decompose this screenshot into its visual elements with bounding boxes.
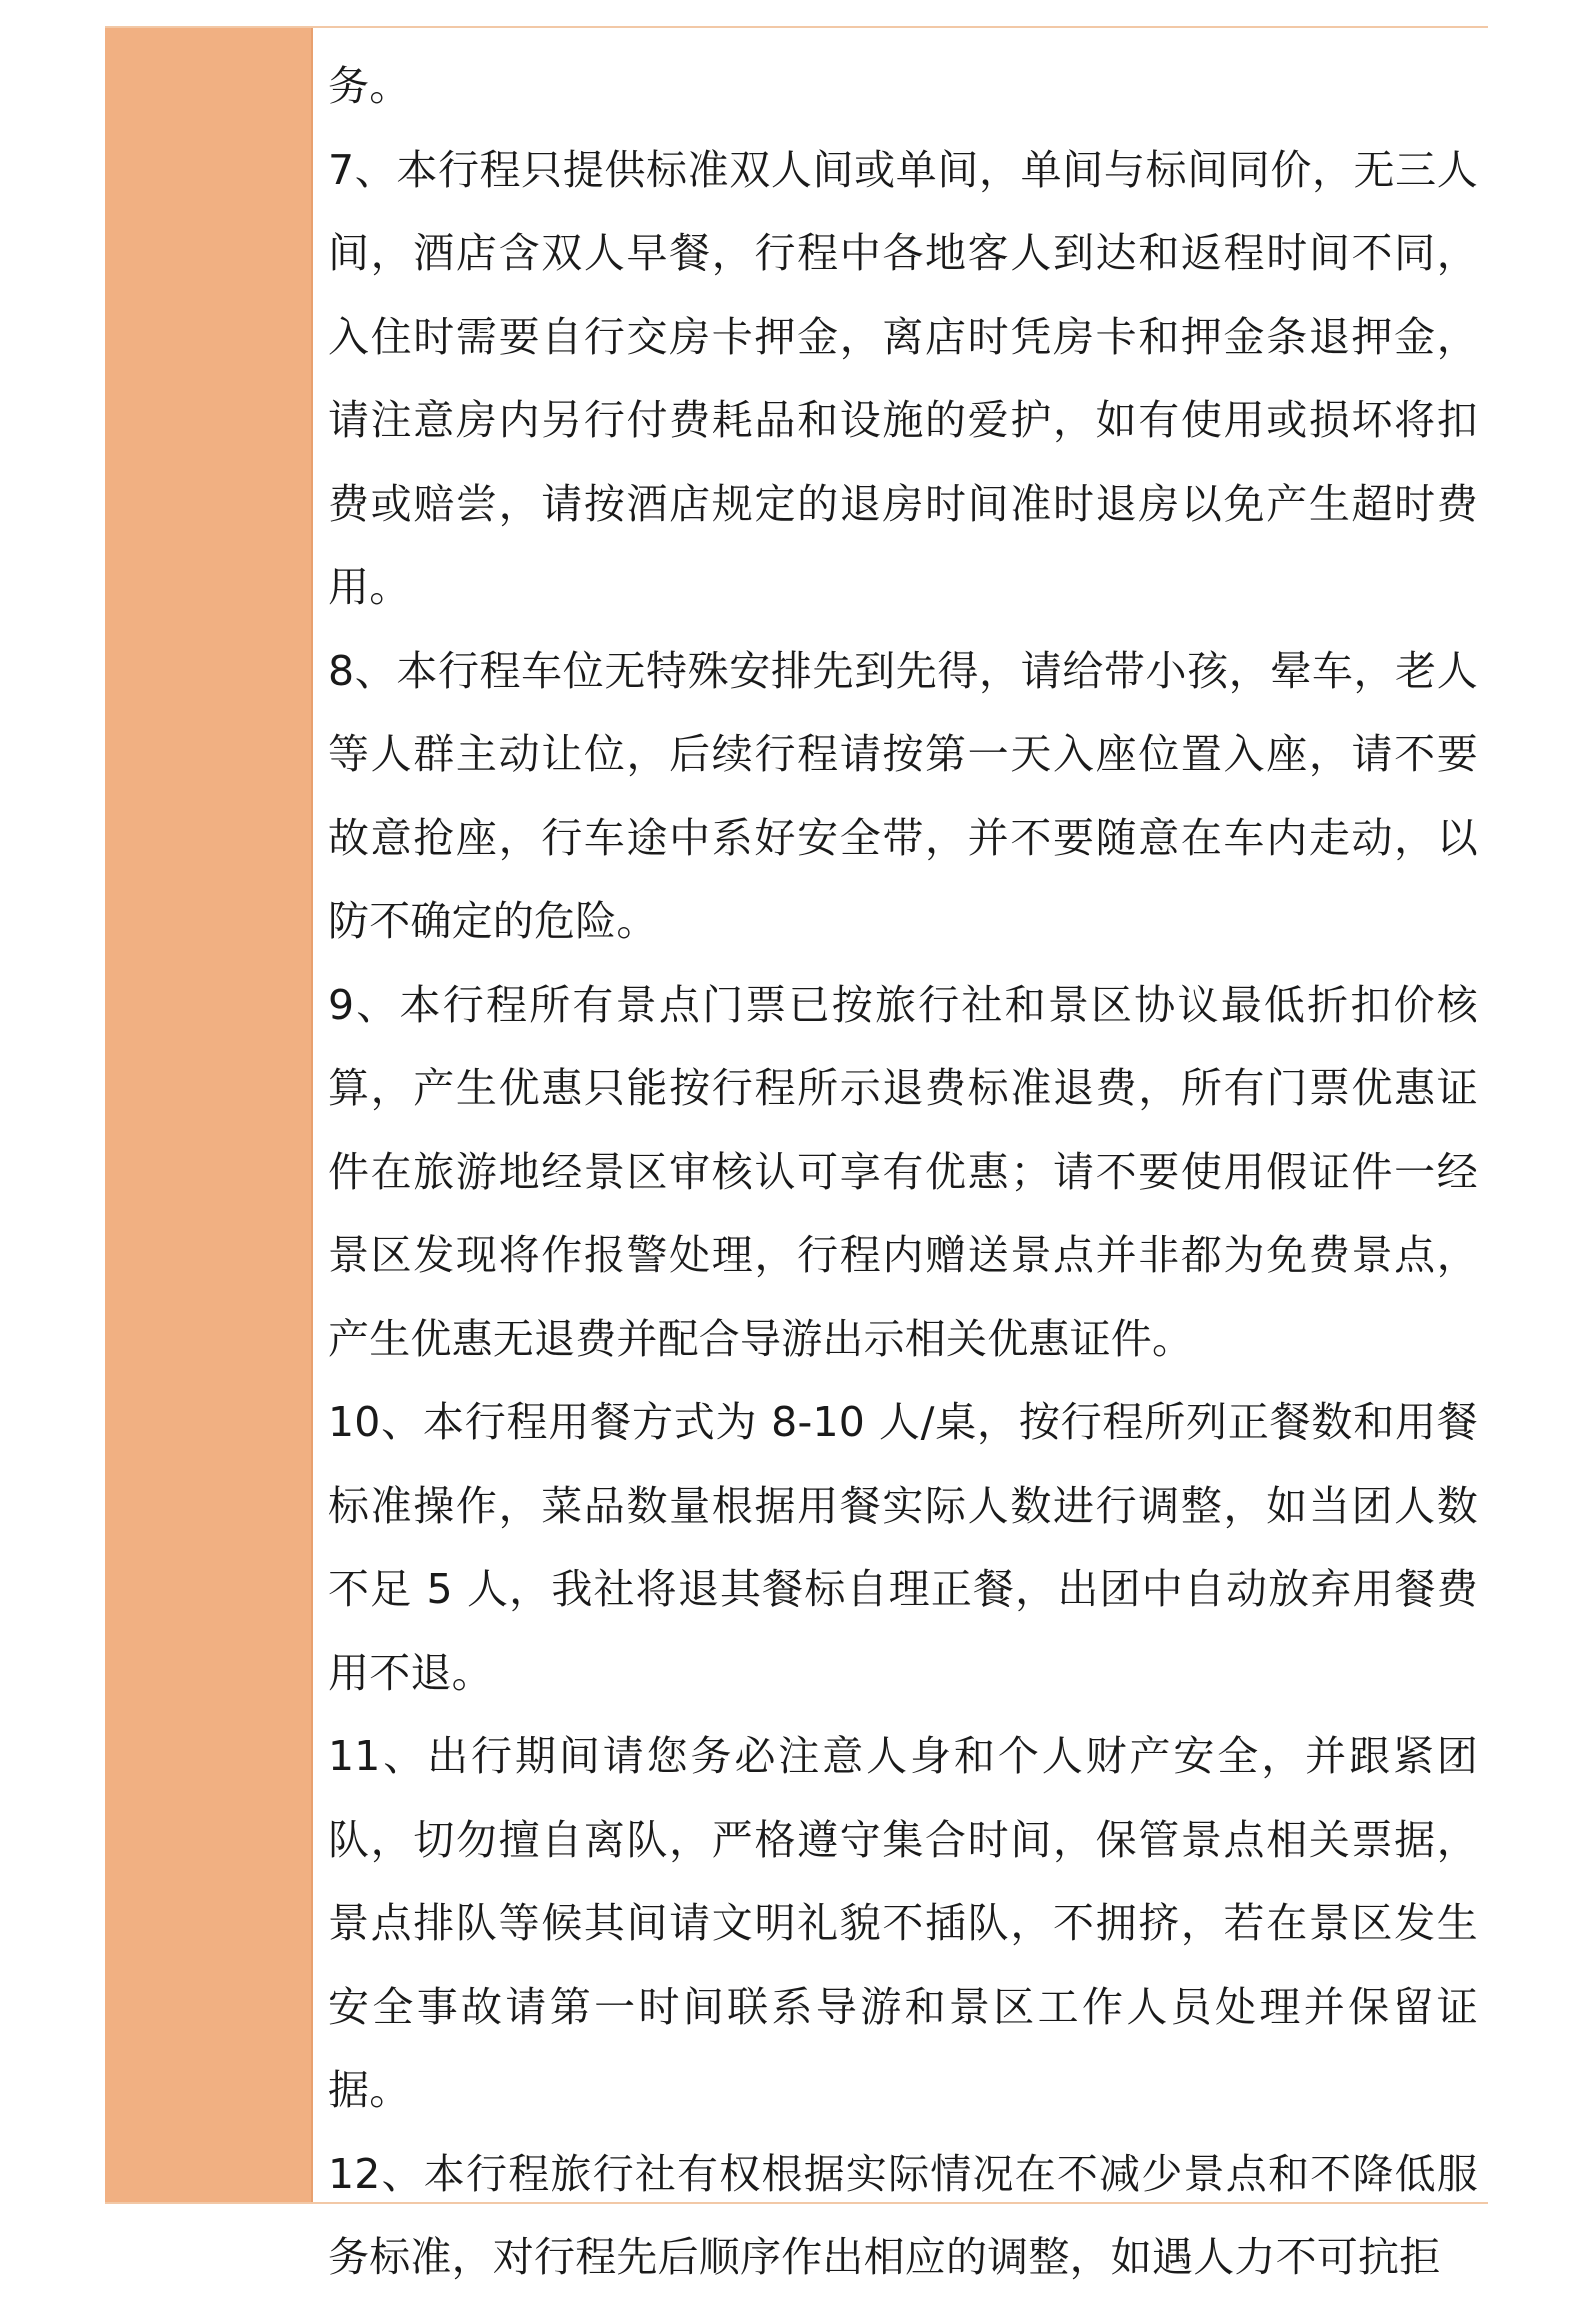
table-side-cell [105, 28, 313, 2202]
note-paragraph-continuation: 务。 [328, 62, 411, 110]
note-paragraph-12: 12、本行程旅行社有权根据实际情况在不减少景点和不降低服务标准，对行程先后顺序作出相应的调整，如遇人力不可抗拒 [328, 2149, 1478, 2281]
note-paragraph-11: 11、出行期间请您务必注意人身和个人财产安全，并跟紧团队，切勿擅自离队，严格遵守集合时间，保管景点相关票据，景点排队等候其间请文明礼貌不插队，不拥挤，若在景区发生安全事故请第一时间联系导游和景区工作人员处理并保留证据。 [328, 1732, 1478, 2114]
note-paragraph-10: 10、本行程用餐方式为 8-10 人/桌，按行程所列正餐数和用餐标准操作，菜品数量根据用餐实际人数进行调整，如当团人数不足 5 人，我社将退其餐标自理正餐，出团中自动放弃用餐费用不退。 [328, 1398, 1478, 1697]
itinerary-notes-table [105, 26, 1488, 2281]
note-paragraph-7: 7、本行程只提供标准双人间或单间，单间与标间同价，无三人间，酒店含双人早餐，行程中各地客人到达和返程时间不同，入住时需要自行交房卡押金，离店时凭房卡和押金条退押金，请注意房内另行付费耗品和设施的爱护，如有使用或损坏将扣费或赔尝，请按酒店规定的退房时间准时退房以免产生超时费用。 [328, 145, 1478, 611]
notes-content-cell [313, 28, 1488, 2281]
note-paragraph-9: 9、本行程所有景点门票已按旅行社和景区协议最低折扣价核算，产生优惠只能按行程所示退费标准退费，所有门票优惠证件在旅游地经景区审核认可享有优惠；请不要使用假证件一经景区发现将作报警处理，行程内赠送景点并非都为免费景点，产生优惠无退费并配合导游出示相关优惠证件。 [328, 980, 1478, 1363]
note-paragraph-8: 8、本行程车位无特殊安排先到先得，请给带小孩，晕车，老人等人群主动让位，后续行程请按第一天入座位置入座，请不要故意抢座，行车途中系好安全带，并不要随意在车内走动，以防不确定的危险。 [328, 646, 1478, 945]
